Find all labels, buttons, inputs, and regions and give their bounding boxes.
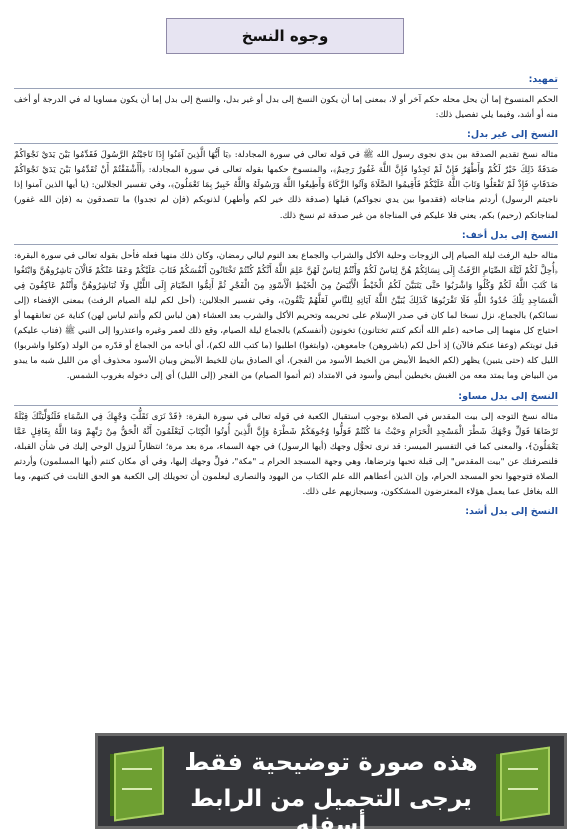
section-paragraph: مثاله نسخ تقديم الصدقة بين يدي نجوى رسول الله ﷺ في قوله تعالى في سورة المجادلة: ﴿يَا أَيُّهَا الَّذِينَ آمَنُوا إِذَا نَاجَيْتُمُ الرَّسُولَ فَقَدِّمُوا بَيْنَ يَدَيْ نَجْوَاكُمْ صَدَقَةً ذَلِكَ خَيْرٌ لَكُمْ وَأَطْهَرُ فَإِنْ لَمْ تَجِدُوا فَإِنَّ اللَّهَ غَفُورٌ رَحِيمٌ﴾، والمنسوخ حكمها بقوله تعالى في سورة المجادلة: ﴿أَأَشْفَقْتُمْ أَنْ تُقَدِّمُوا بَيْنَ يَدَيْ نَجْوَاكُمْ صَدَقَاتٍ فَإِذْ لَمْ تَفْعَلُوا وَتَابَ اللَّهُ عَلَيْكُمْ فَأَقِيمُوا الصَّلَاةَ وَآتُوا الزَّكَاةَ وَأَطِيعُوا اللَّهَ وَرَسُولَهُ وَاللَّهُ خَبِيرٌ بِمَا تَعْمَلُونَ﴾، وفي تفسير الجلالين: (يا أيها الذين آمنوا إذا ناجيتم الرسول) أردتم مناجاته (فقدموا بين يدي نجواكم) قبلها (صدقة ذلك خير لكم وأطهر) لذنوبكم (فإن لم تجدوا) ما تتصدقون به (فإن الله غفور) لمناجاتكم (رحيم) بكم، يعني فلا عليكم في المناجاة من غير صدقة ثم نسخ ذلك. <box>14 150 558 221</box>
section-harder-substitute <box>14 504 558 519</box>
section-intro <box>14 72 558 123</box>
section-paragraph: الحكم المنسوخ إما أن يحل محله حكم آخر أو لا، بمعنى إما أن يكون النسخ إلى بدل أو غير بدل، والنسخ إلى بدل إما أن يكون مساويا له في الدرجة أو أخف منه أو أشد، وفيما يلي تفصيل ذلك: <box>14 95 558 121</box>
title-box <box>166 18 404 54</box>
banner-line-2: يرجى التحميل من الرابط أسفله <box>190 786 472 838</box>
book-icon <box>492 744 556 820</box>
section-heading: النسخ إلى بدل أشد: <box>465 506 558 518</box>
page-title: وجوه النسخ <box>241 27 329 45</box>
section-heading: النسخ إلى غير بدل: <box>467 129 558 141</box>
download-banner[interactable] <box>95 733 567 838</box>
heading-divider <box>14 143 558 144</box>
document-content <box>14 72 558 519</box>
section-heading: النسخ إلى بدل أخف: <box>461 229 558 241</box>
banner-line-1: هذه صورة توضيحية فقط <box>184 748 478 776</box>
section-heading: النسخ إلى بدل مساو: <box>458 390 558 402</box>
section-no-substitute <box>14 127 558 223</box>
heading-divider <box>14 405 558 406</box>
section-heading: تمهيد: <box>528 74 558 85</box>
section-paragraph: مثاله حلية الرفث ليلة الصيام إلى الزوجات وحلية الأكل والشراب والجماع بعد النوم ليالي رمضان، وكان ذلك منهيا فعله فأحل بقوله تعالى في سورة البقرة: ﴿أُحِلَّ لَكُمْ لَيْلَةَ الصِّيَامِ الرَّفَثُ إِلَى نِسَائِكُمْ هُنَّ لِبَاسٌ لَكُمْ وَأَنْتُمْ لِبَاسٌ لَهُنَّ عَلِمَ اللَّهُ أَنَّكُمْ كُنْتُمْ تَخْتَانُونَ أَنْفُسَكُمْ فَتَابَ عَلَيْكُمْ وَعَفَا عَنْكُمْ فَالْآنَ بَاشِرُوهُنَّ وَابْتَغُوا مَا كَتَبَ اللَّهُ لَكُمْ وَكُلُوا وَاشْرَبُوا حَتَّى يَتَبَيَّنَ لَكُمُ الْخَيْطُ الْأَبْيَضُ مِنَ الْخَيْطِ الْأَسْوَدِ مِنَ الْفَجْرِ ثُمَّ أَتِمُّوا الصِّيَامَ إِلَى اللَّيْلِ وَلَا تُبَاشِرُوهُنَّ وَأَنْتُمْ عَاكِفُونَ فِي الْمَسَاجِدِ تِلْكَ حُدُودُ اللَّهِ فَلَا تَقْرَبُوهَا كَذَلِكَ يُبَيِّنُ اللَّهُ آيَاتِهِ لِلنَّاسِ لَعَلَّهُمْ يَتَّقُونَ﴾، وفي تفسير الجلالين: (أحل لكم ليلة الصيام الرفث) بمعنى الإفضاء (إلى نسائكم) بالجماع، نزل نسخا لما كان في صدر الإسلام على تحريمه وتحريم الأكل والشرب بعد العشاء (هن لباس لكم وأنتم لباس لهن) كناية عن تعانقهما أو احتياج كل منهما إلى صاحبه (علم الله أنكم كنتم تختانون) تخونون (أنفسكم) بالجماع ليلة الصيام، وقع ذلك لعمر وغيره واعتذروا إلى النبي ﷺ (فتاب عليكم) قبل توبتكم (وعفا عنكم فالآن) إذ أحل لكم (باشروهن) جامعوهن، (وابتغوا) اطلبوا (ما كتب الله لكم)، أي أباحه من الجماع أو قدّره من الولد (وكلوا واشربوا) الليل كله (حتى يتبين) يظهر (لكم الخيط الأبيض من الخيط الأسود من الفجر)، أي الصادق بيان للخيط الأبيض وبيان الأسود محذوف أي من الليل شبه ما يبدو من البياض وما يمتد معه من الغبش بخيطين أبيض وأسود في الامتداد (ثم أتموا الصيام) من الفجر (إلى الليل) أي إلى دخوله بغروب الشمس. <box>14 250 558 382</box>
section-equal-substitute <box>14 389 558 501</box>
heading-divider <box>14 244 558 245</box>
section-lighter-substitute <box>14 228 558 385</box>
heading-divider <box>14 88 558 89</box>
book-icon <box>106 744 170 820</box>
section-paragraph: مثاله نسخ التوجه إلى بيت المقدس في الصلاة بوجوب استقبال الكعبة في قوله تعالى في سورة البقرة: ﴿قَدْ نَرَى تَقَلُّبَ وَجْهِكَ فِي السَّمَاءِ فَلَنُوَلِّيَنَّكَ قِبْلَةً تَرْضَاهَا فَوَلِّ وَجْهَكَ شَطْرَ الْمَسْجِدِ الْحَرَامِ وَحَيْثُ مَا كُنْتُمْ فَوَلُّوا وُجُوهَكُمْ شَطْرَهُ وَإِنَّ الَّذِينَ أُوتُوا الْكِتَابَ لَيَعْلَمُونَ أَنَّهُ الْحَقُّ مِنْ رَبِّهِمْ وَمَا اللَّهُ بِغَافِلٍ عَمَّا يَعْمَلُونَ﴾، والمعنى كما في التفسير الميسر: قد نرى تحوُّل وجهك (أيها الرسول) في جهة السماء، مرة بعد مرة؛ انتظاراً لنزول الوحي إليك في شأن القبلة، فلنصرفنك عن "بيت المقدس" إلى قبلة تحبها وترضاها، وهي وجهة المسجد الحرام بـ "مكة"، فولِّ وجهك إليها، وفي أي مكان كنتم (أيها المسلمون) وأردتم الصلاة فتوجهوا نحو المسجد الحرام، وإن الذين أعطاهم الله علم الكتاب من اليهود والنصارى ليعلمون أن تحويلك إلى الكعبة هو الحق الثابت في كتبهم، وما الله بغافل عما يعمل هؤلاء المعترضون المشككون، وسيجازيهم على ذلك. <box>14 411 558 497</box>
